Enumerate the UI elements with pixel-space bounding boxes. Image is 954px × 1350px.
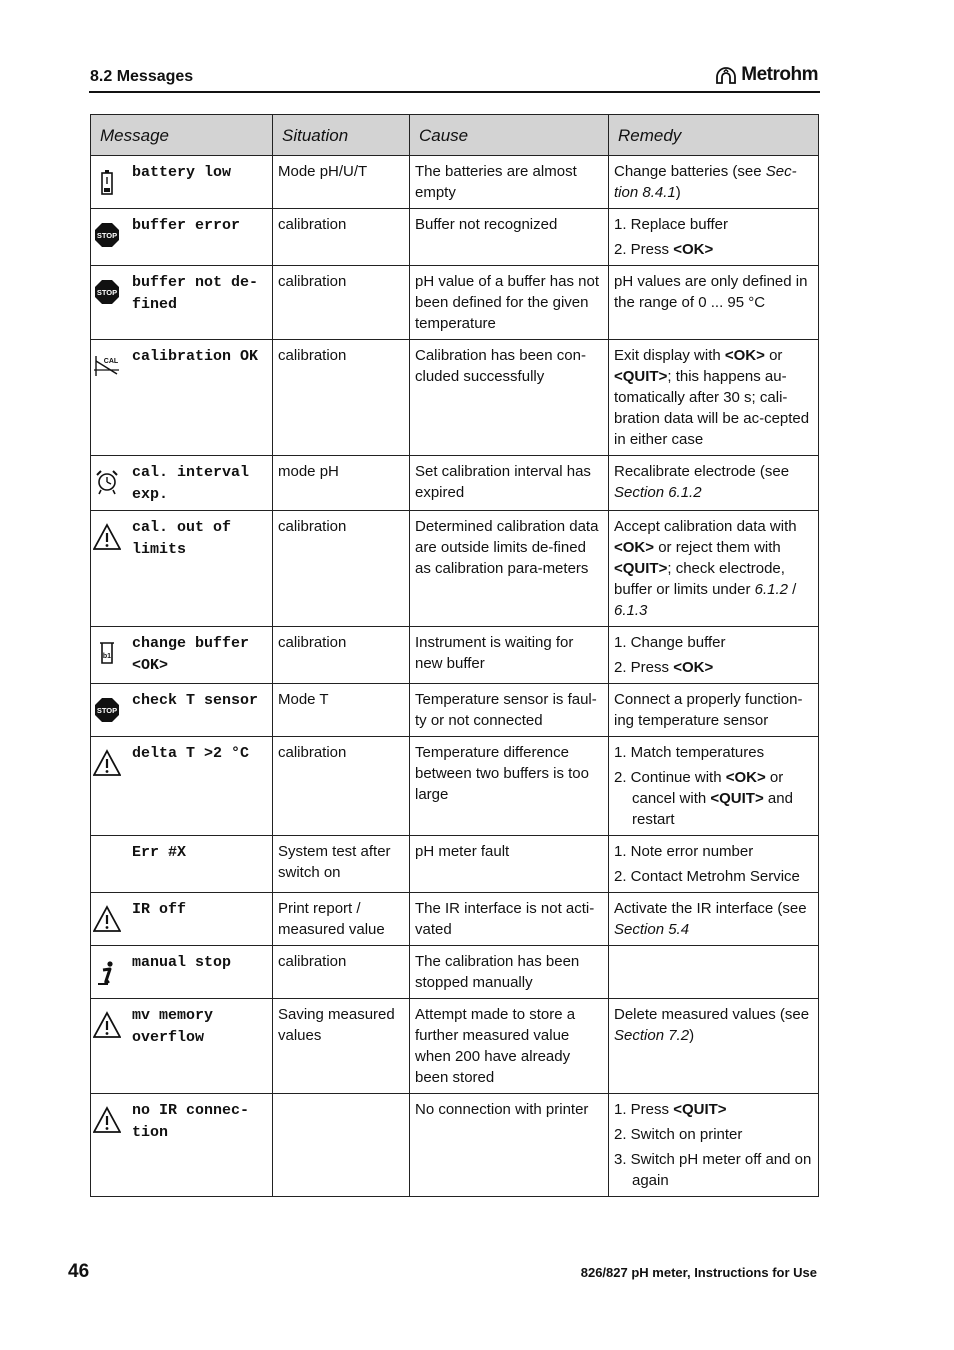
page-number: 46 — [68, 1261, 90, 1282]
svg-text:b1: b1 — [102, 653, 112, 660]
remedy-text: or — [764, 347, 783, 364]
situation-cell: Saving measured values — [273, 999, 410, 1094]
remedy-step — [614, 1099, 813, 1120]
message-cell — [91, 836, 273, 893]
message-cell — [91, 456, 273, 511]
cause-cell: The IR interface is not acti-vated — [410, 893, 609, 946]
message-text: check T sensor — [132, 692, 259, 709]
key-quit: <QUIT> — [614, 560, 668, 577]
message-cell — [91, 893, 273, 946]
situation-cell: calibration — [273, 340, 410, 456]
message-text: cal. interval exp. — [132, 464, 250, 503]
remedy-cell — [609, 1094, 819, 1197]
remedy-cell — [609, 893, 819, 946]
message-text: no IR connec-tion — [132, 1102, 250, 1141]
message-text: manual stop — [132, 954, 232, 971]
message-cell — [91, 511, 273, 627]
remedy-step: 1. Replace buffer — [614, 216, 728, 233]
warning-icon — [93, 905, 121, 933]
document-title: 826/827 pH meter, Instructions for Use — [580, 1265, 817, 1280]
remedy-text: 1. Press — [614, 1101, 674, 1118]
cause-cell: The calibration has been stopped manually — [410, 946, 609, 999]
message-text: battery low — [132, 164, 232, 181]
message-cell — [91, 209, 273, 266]
situation-cell: calibration — [273, 627, 410, 684]
cause-cell: No connection with printer — [410, 1094, 609, 1197]
column-header-remedy: Remedy — [609, 115, 819, 156]
message-cell — [91, 737, 273, 836]
cause-cell: The batteries are almost empty — [410, 156, 609, 209]
table-row — [91, 340, 819, 456]
remedy-step: 1. Change buffer — [614, 634, 726, 651]
table-row — [91, 156, 819, 209]
cause-cell: Attempt made to store a further measured value when 200 have already been stored — [410, 999, 609, 1094]
remedy-text: and restart — [632, 790, 793, 828]
table-row — [91, 836, 819, 893]
cause-cell: Determined calibration data are outside limits de-fined as calibration para-meters — [410, 511, 609, 627]
stop-icon — [93, 696, 121, 724]
situation-cell: System test after switch on — [273, 836, 410, 893]
remedy-step: 3. Switch pH meter off and on again — [614, 1151, 812, 1189]
stop-icon — [93, 221, 121, 249]
remedy-text: Delete measured values (see — [614, 1006, 810, 1023]
remedy-text: Change batteries (see — [614, 163, 766, 180]
situation-cell: calibration — [273, 209, 410, 266]
cause-cell: Instrument is waiting for new buffer — [410, 627, 609, 684]
key-ok: <OK> — [725, 769, 766, 786]
remedy-cell — [609, 456, 819, 511]
remedy-cell — [609, 209, 819, 266]
cause-cell: pH meter fault — [410, 836, 609, 893]
svg-text:CAL: CAL — [103, 358, 119, 365]
messages-table — [90, 114, 819, 1197]
message-cell — [91, 684, 273, 737]
remedy-cell — [609, 340, 819, 456]
key-quit: <QUIT> — [673, 1101, 727, 1118]
situation-cell: Mode pH/U/T — [273, 156, 410, 209]
message-cell — [91, 340, 273, 456]
table-row — [91, 999, 819, 1094]
message-cell — [91, 946, 273, 999]
remedy-text: 2. Press — [614, 659, 674, 676]
message-text: Err #X — [132, 844, 187, 861]
remedy-step — [614, 239, 813, 260]
situation-cell: calibration — [273, 737, 410, 836]
brand-logo — [715, 64, 818, 86]
cause-cell: Temperature difference between two buffers is too large — [410, 737, 609, 836]
remedy-cell — [609, 836, 819, 893]
cause-cell: Buffer not recognized — [410, 209, 609, 266]
remedy-cell — [609, 737, 819, 836]
remedy-step: 2. Switch on printer — [614, 1126, 743, 1143]
message-text: mv memory overflow — [132, 1007, 214, 1046]
section-title: 8.2 Messages — [90, 68, 194, 85]
table-row — [91, 266, 819, 340]
remedy-text: 2. Continue with — [614, 769, 726, 786]
remedy-text: Accept calibration data with — [614, 518, 797, 535]
message-cell — [91, 999, 273, 1094]
situation-cell — [273, 1094, 410, 1197]
message-text: change buffer <OK> — [132, 635, 250, 674]
column-header-situation: Situation — [273, 115, 410, 156]
column-header-cause: Cause — [410, 115, 609, 156]
remedy-cell: Connect a properly function-ing temperature sensor — [609, 684, 819, 737]
table-row — [91, 1094, 819, 1197]
svg-text:STOP: STOP — [96, 231, 118, 240]
message-text: buffer not de-fined — [132, 274, 259, 313]
message-text: cal. out of limits — [132, 519, 232, 558]
key-ok: <OK> — [673, 241, 714, 258]
table-row — [91, 456, 819, 511]
svg-text:STOP: STOP — [96, 706, 118, 715]
key-ok: <OK> — [614, 539, 655, 556]
situation-cell: mode pH — [273, 456, 410, 511]
remedy-cell: pH values are only defined in the range of 0 ... 95 °C — [609, 266, 819, 340]
section-ref: 6.1.3 — [614, 602, 648, 619]
table-row — [91, 511, 819, 627]
section-ref: 6.1.2 — [754, 581, 788, 598]
message-text: delta T >2 °C — [132, 745, 250, 762]
table-row — [91, 946, 819, 999]
remedy-cell — [609, 627, 819, 684]
table-header-row — [91, 115, 819, 156]
remedy-step: 2. Contact Metrohm Service — [614, 868, 800, 885]
info-icon — [93, 958, 121, 986]
table-row — [91, 737, 819, 836]
remedy-text: ) — [689, 1027, 695, 1044]
remedy-text: ; check electrode, buffer or limits under — [614, 560, 785, 598]
section-ref: Section 6.1.2 — [614, 484, 702, 501]
key-ok: <OK> — [673, 659, 714, 676]
message-text: buffer error — [132, 217, 241, 234]
warning-icon — [93, 1106, 121, 1134]
situation-cell: calibration — [273, 266, 410, 340]
section-ref: Section 7.2 — [614, 1027, 690, 1044]
key-ok: <OK> — [724, 347, 765, 364]
column-header-message: Message — [91, 115, 273, 156]
table-row — [91, 893, 819, 946]
cause-cell: pH value of a buffer has not been defined for the given temperature — [410, 266, 609, 340]
remedy-text: or reject them with — [654, 539, 781, 556]
stop-icon — [93, 278, 121, 306]
remedy-cell — [609, 946, 819, 999]
message-text: IR off — [132, 901, 187, 918]
remedy-step: 1. Note error number — [614, 843, 754, 860]
warning-icon — [93, 523, 121, 551]
remedy-cell — [609, 511, 819, 627]
remedy-cell — [609, 156, 819, 209]
remedy-text: 2. Press — [614, 241, 674, 258]
remedy-text: Recalibrate electrode (see — [614, 463, 790, 480]
table-row — [91, 684, 819, 737]
message-text: calibration OK — [132, 348, 259, 365]
brand-name: Metrohm — [741, 64, 818, 85]
remedy-step — [614, 767, 813, 830]
message-cell — [91, 156, 273, 209]
warning-icon — [93, 749, 121, 777]
remedy-text: or cancel with — [632, 769, 784, 807]
cause-cell: Temperature sensor is faul-ty or not connected — [410, 684, 609, 737]
situation-cell: calibration — [273, 511, 410, 627]
beaker-icon — [93, 639, 121, 667]
situation-cell: calibration — [273, 946, 410, 999]
key-quit: <QUIT> — [614, 368, 668, 385]
remedy-step: 1. Match temperatures — [614, 744, 765, 761]
situation-cell: Print report / measured value — [273, 893, 410, 946]
table-row — [91, 209, 819, 266]
section-ref: Sec-tion 8.4.1 — [614, 163, 797, 201]
message-cell — [91, 266, 273, 340]
table-row — [91, 627, 819, 684]
key-quit: <QUIT> — [710, 790, 764, 807]
battery-icon — [93, 168, 121, 196]
alarm-clock-icon — [93, 468, 121, 496]
section-ref: Section 5.4 — [614, 921, 690, 938]
cause-cell: Set calibration interval has expired — [410, 456, 609, 511]
message-cell — [91, 627, 273, 684]
remedy-text: ; this happens au-tomatically after 30 s; cali-bration data will be ac-cepted in either case — [614, 368, 810, 448]
metrohm-logo-icon — [715, 65, 737, 85]
cause-cell: Calibration has been con-cluded successfully — [410, 340, 609, 456]
warning-icon — [93, 1011, 121, 1039]
svg-text:STOP: STOP — [96, 288, 118, 297]
remedy-step — [614, 657, 813, 678]
remedy-text: ) — [675, 184, 681, 201]
remedy-text: Activate the IR interface (see — [614, 900, 807, 917]
situation-cell: Mode T — [273, 684, 410, 737]
remedy-text: Exit display with — [614, 347, 725, 364]
remedy-cell — [609, 999, 819, 1094]
message-cell — [91, 1094, 273, 1197]
header-rule — [89, 91, 820, 93]
remedy-text: / — [788, 581, 797, 598]
calibration-icon — [93, 352, 121, 380]
